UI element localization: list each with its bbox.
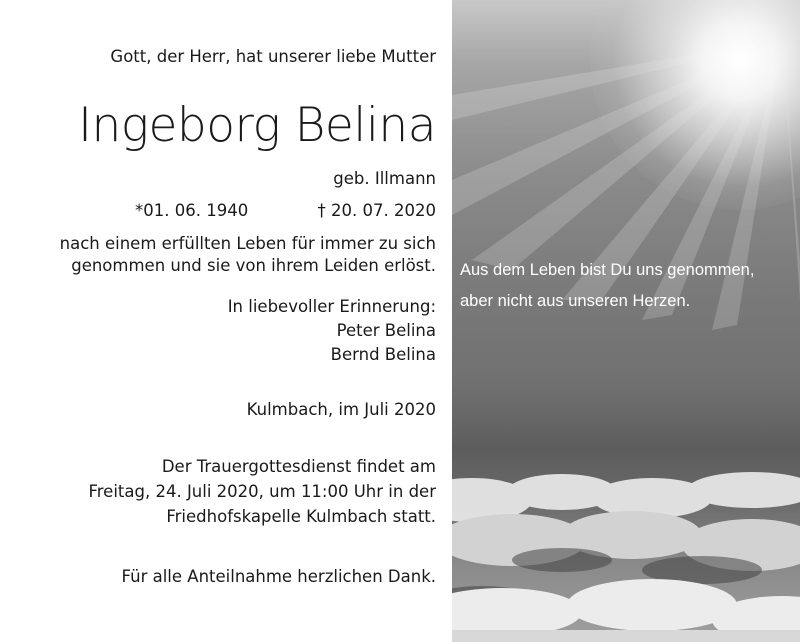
service-line: Friedhofskapelle Kulmbach statt. xyxy=(166,507,436,526)
intro-text: Gott, der Herr, hat unserer liebe Mutter xyxy=(110,47,436,66)
mourner-name: Peter Belina xyxy=(336,321,436,340)
birth-name: geb. Illmann xyxy=(333,169,436,188)
thanks-text: Für alle Anteilnahme herzlichen Dank. xyxy=(121,567,436,586)
sky-photo xyxy=(452,0,800,642)
service-line: Der Trauergottesdienst findet am xyxy=(161,457,436,476)
message-line: nach einem erfüllten Leben für immer zu sich xyxy=(59,234,436,253)
place-date: Kulmbach, im Juli 2020 xyxy=(246,400,436,419)
deceased-name: Ingeborg Belina xyxy=(78,98,436,153)
birth-date: *01. 06. 1940 xyxy=(135,201,249,220)
message-line: genommen und sie von ihrem Leiden erlöst. xyxy=(71,256,436,275)
cloud-layer xyxy=(452,0,800,642)
quote-line: Aus dem Leben bist Du uns genommen, xyxy=(460,261,755,279)
service-line: Freitag, 24. Juli 2020, um 11:00 Uhr in der xyxy=(88,482,436,501)
memory-heading: In liebevoller Erinnerung: xyxy=(227,297,436,316)
death-date: † 20. 07. 2020 xyxy=(317,201,436,220)
mourner-name: Bernd Belina xyxy=(330,345,436,364)
quote-line: aber nicht aus unseren Herzen. xyxy=(460,292,691,310)
